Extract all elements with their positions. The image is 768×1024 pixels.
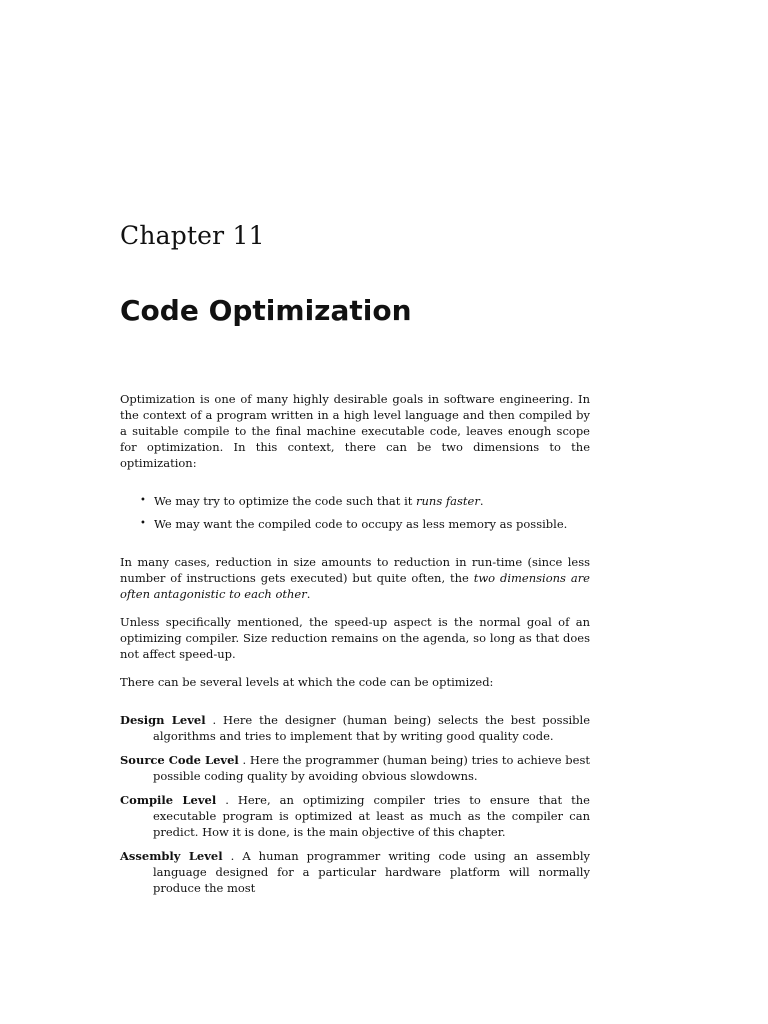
- paragraph-emphasis: two dimensions are often antagonistic to each other: [120, 571, 590, 601]
- chapter-label: Chapter 11: [120, 221, 265, 250]
- paragraph-text: In many cases, reduction in size amounts to reduction in run-time (since less number of instructions gets executed) but quite often, the: [120, 555, 590, 585]
- level-description: . A human programmer writing code using an assembly language designed for a particular hardware platform will normally produce the most: [153, 849, 590, 895]
- speed-up-paragraph: Unless specifically mentioned, the speed-up aspect is the normal goal of an optimizing compiler. Size reduction remains on the agenda, so long as that does not affect speed-up.: [120, 615, 590, 661]
- bullet-icon: •: [140, 495, 146, 506]
- level-term: Design Level: [120, 713, 206, 727]
- list-item: [140, 516, 590, 532]
- chapter-body: [120, 391, 590, 904]
- optimization-dimensions-list: [120, 493, 590, 532]
- level-entry-compile: [120, 792, 590, 840]
- level-entry-design: [120, 712, 590, 744]
- list-item-text: We may want the compiled code to occupy as less memory as possible.: [154, 517, 568, 531]
- list-item: [140, 493, 590, 509]
- level-description: . Here, an optimizing compiler tries to ensure that the executable program is optimized at least as much as the compiler can predict. How it is done, is the main objective of this chapter.: [153, 793, 590, 839]
- level-term: Compile Level: [120, 793, 217, 807]
- paragraph-tail: .: [306, 587, 311, 601]
- level-entry-source-code: [120, 752, 590, 784]
- list-item-emphasis: runs faster: [416, 494, 480, 508]
- level-description: . Here the programmer (human being) tries to achieve best possible coding quality by avoiding obvious slowdowns.: [153, 753, 590, 783]
- level-description: . Here the designer (human being) selects the best possible algorithms and tries to implement that by writing good quality code.: [153, 713, 591, 743]
- intro-paragraph: Optimization is one of many highly desirable goals in software engineering. In the context of a program written in a high level language and then compiled by a suitable compile to the final machine executable code, leaves enough scope for optimization. In this context, there can be two dimensions to the optimization:: [120, 392, 590, 470]
- levels-intro-paragraph: There can be several levels at which the code can be optimized:: [120, 675, 494, 689]
- list-item-text: We may try to optimize the code such that it: [154, 494, 417, 508]
- size-vs-runtime-paragraph: [120, 554, 590, 602]
- chapter-title: Code Optimization: [120, 294, 412, 327]
- level-entry-assembly: [120, 848, 590, 896]
- level-term: Source Code Level: [120, 753, 239, 767]
- bullet-icon: •: [140, 518, 146, 529]
- level-term: Assembly Level: [120, 849, 223, 863]
- list-item-tail: .: [479, 494, 484, 508]
